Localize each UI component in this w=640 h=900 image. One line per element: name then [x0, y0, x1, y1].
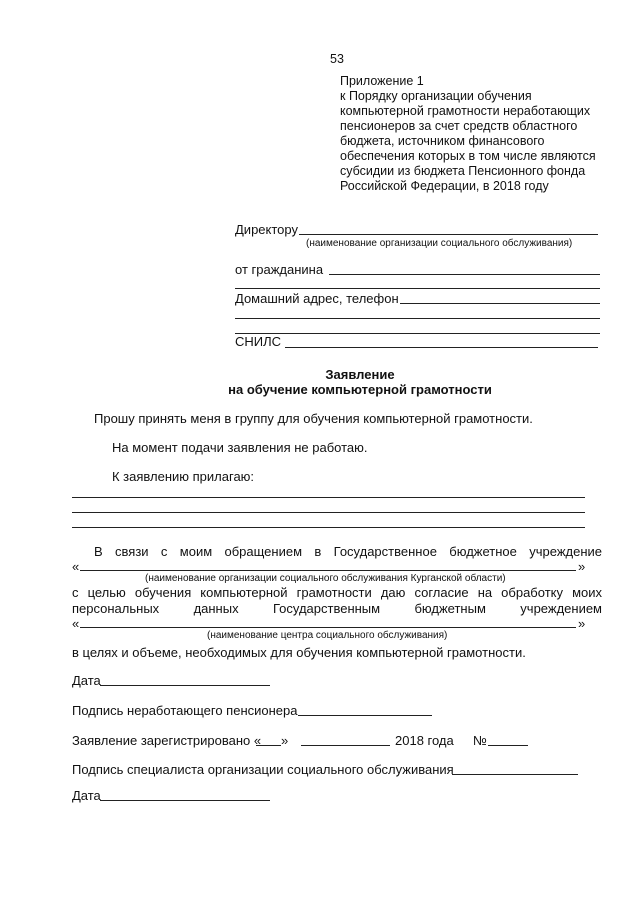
organization-field-line[interactable]: [80, 570, 576, 571]
paragraph-not-working: На момент подачи заявления не работаю.: [112, 440, 368, 455]
attachment-line-2[interactable]: [72, 512, 585, 513]
registered-mid: »: [281, 733, 289, 748]
appendix-line: пенсионеров за счет средств областного: [340, 119, 578, 133]
appendix-line: обеспечения которых в том числе являются: [340, 149, 596, 163]
snils-field-line[interactable]: [285, 347, 598, 348]
consent-line-4: в целях и объеме, необходимых для обучения компьютерной грамотности.: [72, 645, 526, 660]
document-title: Заявление: [325, 367, 395, 382]
attachment-line-3[interactable]: [72, 527, 585, 528]
consent-line-3: персональных данных Государственным бюджетным учреждением: [72, 601, 602, 616]
quote-close: »: [578, 559, 586, 574]
date-field-line-2[interactable]: [100, 800, 270, 801]
director-field-line[interactable]: [299, 234, 598, 235]
hint-org-kurgan: (наименование организации социального обслуживания Курганской области): [145, 573, 506, 584]
from-citizen-field-line[interactable]: [329, 274, 600, 275]
page-number: 53: [330, 52, 344, 66]
date-field-line[interactable]: [100, 685, 270, 686]
attachment-line-1[interactable]: [72, 497, 585, 498]
quote-close-2: »: [578, 616, 586, 631]
number-label: №: [473, 733, 487, 748]
quote-open: «: [72, 559, 80, 574]
director-label: Директору: [235, 222, 298, 237]
address-field-line[interactable]: [400, 303, 600, 304]
paragraph-request: Прошу принять меня в группу для обучения компьютерной грамотности.: [94, 411, 533, 426]
consent-line-2: с целью обучения компьютерной грамотности даю согласие на обработку моих: [72, 585, 602, 600]
pensioner-signature-label: Подпись неработающего пенсионера: [72, 703, 298, 718]
registration-number-line[interactable]: [488, 745, 528, 746]
address-field-line-2[interactable]: [235, 318, 600, 319]
document-subtitle: на обучение компьютерной грамотности: [228, 382, 492, 397]
snils-label: СНИЛС: [235, 334, 282, 349]
quote-open-2: «: [72, 616, 80, 631]
registered-year: 2018 года: [395, 733, 454, 748]
specialist-signature-line[interactable]: [452, 774, 578, 775]
appendix-line: бюджета, источником финансового: [340, 134, 545, 148]
specialist-signature-label: Подпись специалиста организации социального обслуживания: [72, 762, 454, 777]
director-hint: (наименование организации социального обслуживания): [306, 238, 573, 249]
center-field-line[interactable]: [80, 627, 576, 628]
paragraph-attach: К заявлению прилагаю:: [112, 469, 255, 484]
appendix-line: Приложение 1: [340, 74, 424, 88]
from-citizen-label: от гражданина: [235, 262, 324, 277]
hint-center: (наименование центра социального обслуживания): [207, 630, 448, 641]
appendix-line: компьютерной грамотности неработающих: [340, 104, 591, 118]
from-citizen-field-line-2[interactable]: [235, 288, 600, 289]
appendix-line: субсидии из бюджета Пенсионного фонда: [340, 164, 586, 178]
appendix-line: Российской Федерации, в 2018 году: [340, 179, 549, 193]
address-label: Домашний адрес, телефон: [235, 291, 399, 306]
registered-month-line[interactable]: [301, 745, 390, 746]
appendix-line: к Порядку организации обучения: [340, 89, 532, 103]
address-field-line-3[interactable]: [235, 333, 600, 334]
date-label: Дата: [72, 673, 101, 688]
pensioner-signature-line[interactable]: [298, 715, 432, 716]
consent-line-1: В связи с моим обращением в Государственное бюджетное учреждение: [94, 544, 602, 559]
appendix-block: [340, 74, 596, 194]
registered-day-line[interactable]: [256, 745, 281, 746]
date-label-2: Дата: [72, 788, 101, 803]
registered-prefix: Заявление зарегистрировано «: [72, 733, 262, 748]
